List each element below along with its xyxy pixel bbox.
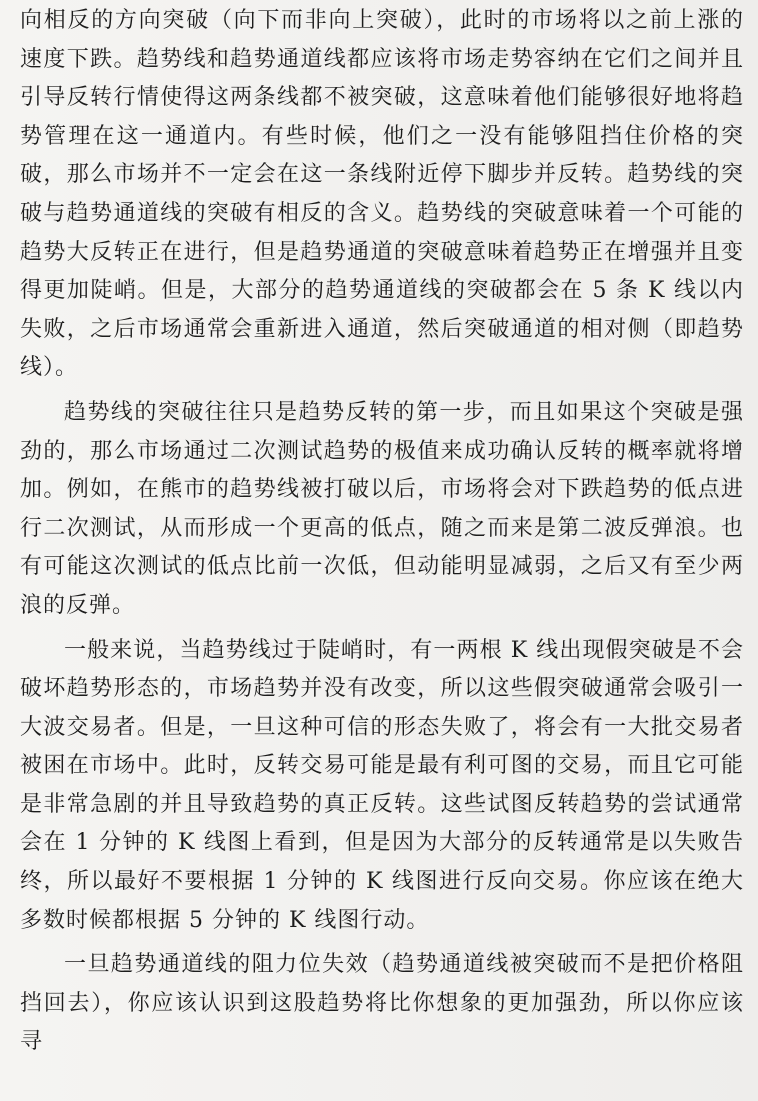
paragraph-3: 一般来说，当趋势线过于陡峭时，有一两根 K 线出现假突破是不会破坏趋势形态的，市场趋势并没有改变，所以这些假突破通常会吸引一大波交易者。但是，一旦这种可信的形态失败了，将会有一大批交易者被困在市场中。此时，反转交易可能是最有利可图的交易，而且它可能是非常急剧的并且导致趋势的真正反转。这些试图反转趋势的尝试通常会在 1 分钟的 K 线图上看到，但是因为大部分的反转通常是以失败告终，所以最好不要根据 1 分钟的 K 线图进行反向交易。你应该在绝大多数时候都根据 5 分钟的 K 线图行动。 <box>20 637 744 933</box>
paragraph-2: 趋势线的突破往往只是趋势反转的第一步，而且如果这个突破是强劲的，那么市场通过二次测试趋势的极值来成功确认反转的概率就将增加。例如，在熊市的趋势线被打破以后，市场将会对下跌趋势的低点进行二次测试，从而形成一个更高的低点，随之而来是第二波反弹浪。也有可能这次测试的低点比前一次低，但动能明显减弱，之后又有至少两浪的反弹。 <box>20 399 744 618</box>
paragraph-4: 一旦趋势通道线的阻力位失效（趋势通道线被突破而不是把价格阻挡回去），你应该认识到这股趋势将比你想象的更加强劲，所以你应该寻 <box>20 952 744 1055</box>
paragraph-1: 向相反的方向突破（向下而非向上突破），此时的市场将以之前上涨的速度下跌。趋势线和趋势通道线都应该将市场走势容纳在它们之间并且引导反转行情使得这两条线都不被突破，这意味着他们能够很好地将趋势管理在这一通道内。有些时候，他们之一没有能够阻挡住价格的突破，那么市场并不一定会在这一条线附近停下脚步并反转。趋势线的突破与趋势通道线的突破有相反的含义。趋势线的突破意味着一个可能的趋势大反转正在进行，但是趋势通道的突破意味着趋势正在增强并且变得更加陡峭。但是，大部分的趋势通道线的突破都会在 5 条 K 线以内失败，之后市场通常会重新进入通道，然后突破通道的相对侧（即趋势线）。 <box>20 8 744 381</box>
